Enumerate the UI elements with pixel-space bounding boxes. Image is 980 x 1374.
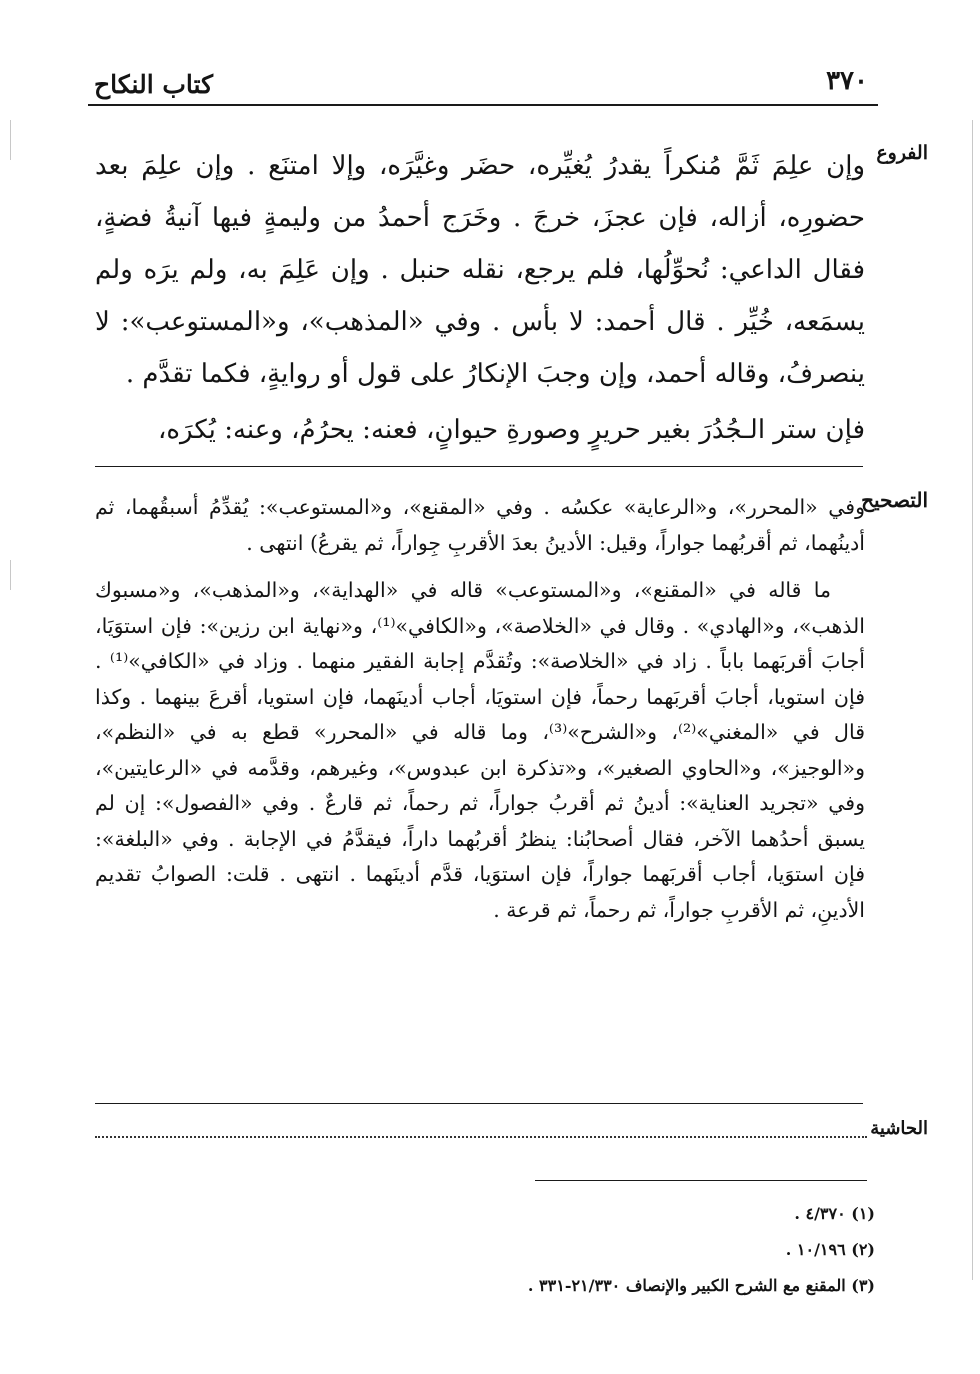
footnotes <box>115 1196 875 1304</box>
footnote: (١) ٤/٣٧٠ . <box>794 1204 875 1223</box>
section-divider <box>95 1103 863 1104</box>
hashiya-dotted-line <box>95 1136 867 1138</box>
footnote: (٣) المقنع مع الشرح الكبير والإنصاف ٢١/٣٣٠-٣٣١ . <box>527 1276 875 1295</box>
tashih-text <box>95 490 865 928</box>
header-rule <box>88 104 878 106</box>
section-divider <box>95 466 863 467</box>
furu-text <box>95 140 865 456</box>
page-header <box>88 60 878 106</box>
hashiya-section-label: الحاشية <box>870 1118 928 1139</box>
furu-section-label: الفروع <box>876 142 928 164</box>
scan-edge-left <box>10 120 11 160</box>
running-title: كتاب النكاح <box>94 70 213 99</box>
page-number: ٣٧٠ <box>826 66 868 96</box>
tashih-paragraph: وفي «المحرر»، و«الرعاية» عكسُه . وفي «المقنع»، و«المستوعب»: يُقدِّمُ أسبقُهما، ثم أدينُهما، ثم أقربُهما جواراً، وقيل: الأدينُ بعدَ الأقربِ جِواراً، ثم يقرعُ) انتهى . <box>95 495 865 555</box>
furu-paragraph: فإن ستر الـجُدُرَ بغير حريرٍ وصورةِ حيوانٍ، فعنه: يحرُمُ، وعنه: يُكرَه، <box>157 415 865 445</box>
footnote-rule <box>535 1180 867 1181</box>
scan-edge-left-lower <box>10 560 11 590</box>
tashih-paragraph: ما قاله في «المقنع»، و«المستوعب» قاله في «الهداية»، و«المذهب»، و«مسبوك الذهب»، و«الهادي» . وقال في «الخلاصة»، و«الكافي»⁽¹⁾، و«نهاية ابن رزين»: فإن استوَيَا، أجابَ أقربَهما باباً . زاد في «الخلاصة»: وتُقدَّم إجابة الفقير منهما . وزاد في «الكافي»⁽¹⁾ . فإن استويا، أجابَ أقربَهما رحماً، فإن استويَا، أجاب أدينَهما، فإن استويا، أقرعَ بينهما . وكذا قال في «المغني»⁽²⁾، و«الشرح»⁽³⁾، وما قاله في «المحرر» قطع به في «النظم»، و«الوجيز»، و«الحاوي الصغير»، و«تذكرة ابن عبدوس»، وغيرهم، وقدَّمه في «الرعايتين»، وفي «تجريد العناية»: أدينُ ثم أقربُ جواراً، ثم رحماً، ثم قارعٌ . وفي «الفصول»: إن لم يسبق أحدُهما الآخر، فقال أصحابُنا: ينظرُ أقربُهما داراً، فيقدَّمُ في الإجابة . وفي «البلغة»: فإن استوَيا، أجاب أقربَهما جواراً، فإن استوَيا، قدَّم أدينَهما . انتهى . قلت: الصوابُ تقديم الأدينِ، ثم الأقربِ جواراً، ثم رحماً، ثم قرعة . <box>95 578 865 922</box>
footnote: (٢) ١٠/١٩٦ . <box>785 1240 875 1259</box>
furu-paragraph: وإن علِمَ ثَمَّ مُنكراً يقدرُ يُغيِّره، حضَر وغيَّرَه، وإلا امتنَع . وإن علِمَ بعد حضورِه، أزاله، فإن عجزَ، خرجَ . وخَرَج أحمدُ من وليمةٍ فيها آنيةُ فضةٍ، فقال الداعي: نُحوِّلُها، فلم يرجع، نقله حنبل . وإن عَلِمَ به، ولم يرَه ولم يسمَعه، خُيِّر . قال أحمد: لا بأس . وفي «المذهب»، و«المستوعب»: لا ينصرفُ، وقاله أحمد، وإن وجبَ الإنكارُ على قول أو روايةٍ، فكما تقدَّم . <box>95 151 865 389</box>
scan-edge-right <box>972 120 973 1280</box>
tashih-section-label: التصحيح <box>861 488 928 512</box>
